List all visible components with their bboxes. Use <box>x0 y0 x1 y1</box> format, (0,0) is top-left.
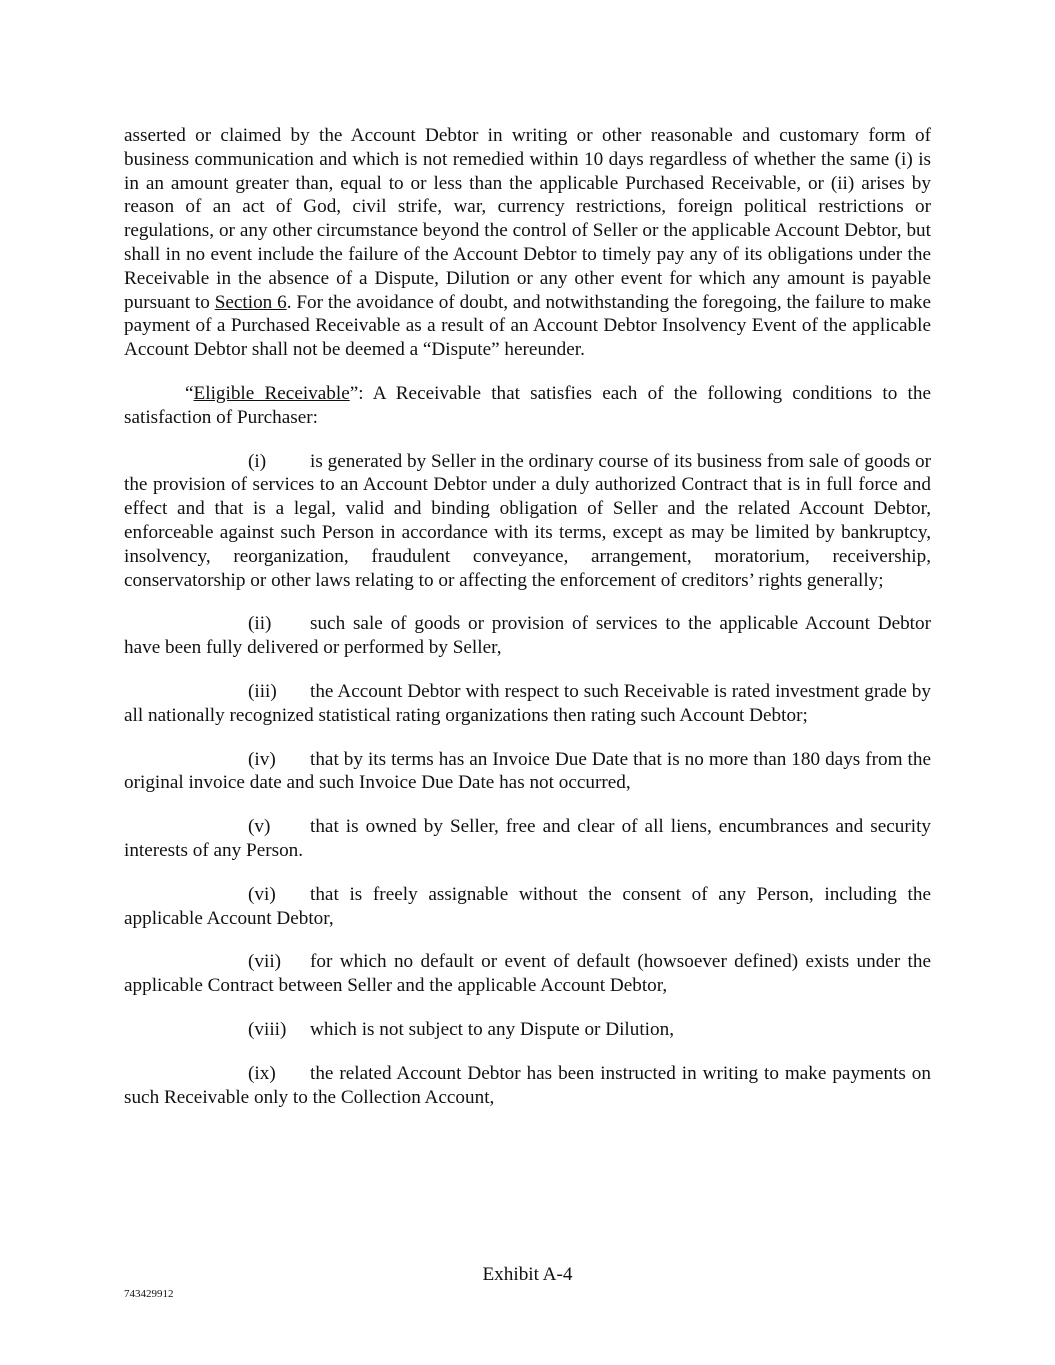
clause-text: the related Account Debtor has been instructed in writing to make payments on such Receivable only to the Collection Account, <box>124 1062 931 1108</box>
document-page <box>124 124 931 1129</box>
intro-paragraph <box>124 124 931 362</box>
definition-open-quote: “ <box>185 382 194 404</box>
clause-text: for which no default or event of default (howsoever defined) exists under the applicable Contract between Seller and the applicable Account Debtor, <box>124 951 931 997</box>
clause-text: that is owned by Seller, free and clear of all liens, encumbrances and security interests of any Person. <box>124 816 931 861</box>
clause-item <box>124 815 931 863</box>
intro-text-part2: . For the avoidance of doubt, and notwithstanding the foregoing, the failure to make payment of a Purchased Receivable as a result of an Account Debtor Insolvency Event of the applicable Account Debtor shall not be deemed a “Dispute” hereunder. <box>124 291 931 361</box>
clause-number: (vii) <box>248 951 282 973</box>
clause-text: that by its terms has an Invoice Due Date that is no more than 180 days from the original invoice date and such Invoice Due Date has not occurred, <box>124 748 931 794</box>
clause-text: which is not subject to any Dispute or Dilution, <box>310 1018 674 1040</box>
clause-text: is generated by Seller in the ordinary course of its business from sale of goods or the provision of services to an Account Debtor under a duly authorized Contract that is in full force and effect and that is a legal, valid and binding obligation of Seller and the related Account Debtor, enforceable against such Person in accordance with its terms, except as may be limited by bankruptcy, insolvency, reorganization, fraudulent conveyance, arrangement, moratorium, receivership, conservatorship or other laws relating to or affecting the enforcement of creditors’ rights generally; <box>124 450 931 591</box>
exhibit-label: Exhibit A-4 <box>482 1264 573 1285</box>
clause-text: that is freely assignable without the consent of any Person, including the applicable Account Debtor, <box>124 883 931 929</box>
clause-number: (viii) <box>248 1018 287 1040</box>
clause-number: (iii) <box>248 680 277 702</box>
clause-item <box>124 450 931 593</box>
clause-number: (ix) <box>248 1062 276 1084</box>
clause-number: (i) <box>248 450 267 472</box>
clause-text: such sale of goods or provision of services to the applicable Account Debtor have been fully delivered or performed by Seller, <box>124 613 931 659</box>
clause-item <box>124 680 931 728</box>
definition-text: ”: A Receivable that satisfies each of the following conditions to the satisfaction of Purchaser: <box>124 382 931 428</box>
clause-number: (vi) <box>248 883 276 905</box>
clause-item <box>124 1062 931 1110</box>
clause-item <box>124 1018 931 1042</box>
section-reference: Section 6 <box>214 291 287 313</box>
defined-term: Eligible Receivable <box>193 382 350 404</box>
clause-item <box>124 883 931 931</box>
clause-text: the Account Debtor with respect to such Receivable is rated investment grade by all nationally recognized statistical rating organizations then rating such Account Debtor; <box>124 680 931 726</box>
definition-paragraph <box>124 382 931 430</box>
clause-item <box>124 748 931 796</box>
clause-number: (ii) <box>248 613 272 635</box>
intro-text-part1: asserted or claimed by the Account Debtor in writing or other reasonable and customary form of business communication and which is not remedied within 10 days regardless of whether the same (i) is in an amount greater than, equal to or less than the applicable Purchased Receivable, or (ii) arises by reason of an act of God, civil strife, war, currency restrictions, foreign political restrictions or regulations, or any other circumstance beyond the control of Seller or the applicable Account Debtor, but shall in no event include the failure of the Account Debtor to timely pay any of its obligations under the Receivable in the absence of a Dispute, Dilution or any other event for which any amount is payable pursuant to <box>124 125 931 313</box>
document-id: 743429912 <box>124 1288 174 1300</box>
clause-number: (iv) <box>248 748 276 770</box>
clause-number: (v) <box>248 816 271 838</box>
clause-item <box>124 612 931 660</box>
clause-item <box>124 950 931 998</box>
